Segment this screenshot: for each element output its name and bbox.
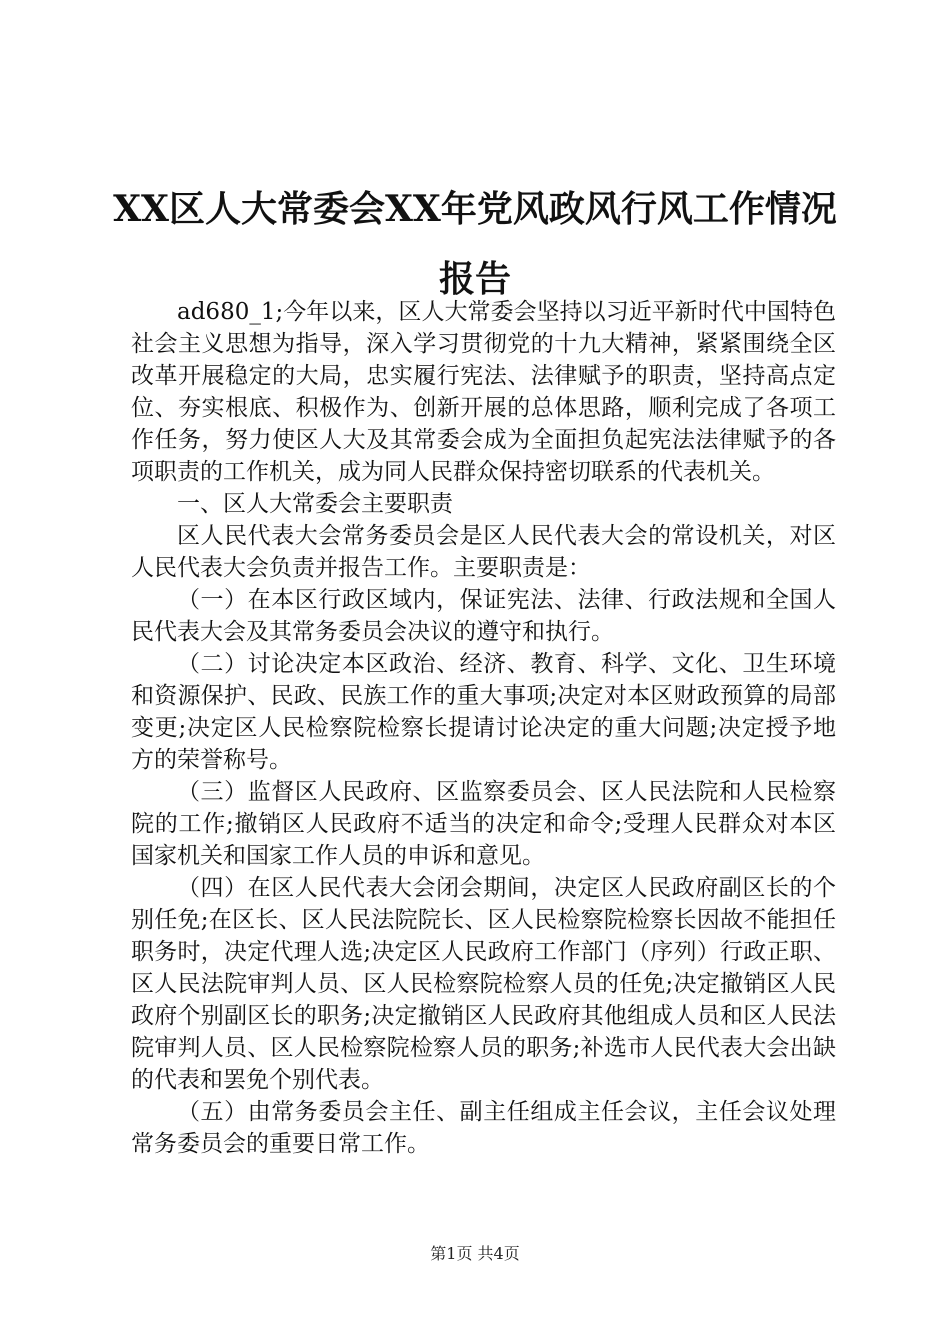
duty-item-2: （二）讨论决定本区政治、经济、教育、科学、文化、卫生环境和资源保护、民政、民族工作的重大事项;决定对本区财政预算的局部变更;决定区人民检察院检察长提请讨论决定的重大问题;决定授予地方的荣誉称号。 [131,651,836,773]
duty-item-4: （四）在区人民代表大会闭会期间，决定区人民政府副区长的个别任免;在区长、区人民法院院长、区人民检察院检察长因故不能担任职务时，决定代理人选;决定区人民政府工作部门（序列）行政正职、区人民法院审判人员、区人民检察院检察人员的任免;决定撤销区人民政府个别副区长的职务;决定撤销区人民政府其他组成人员和区人民法院审判人员、区人民检察院检察人员的职务;补选市人民代表大会出缺的代表和罢免个别代表。 [131,875,836,1093]
intro-paragraph: ad680_1;今年以来，区人大常委会坚持以习近平新时代中国特色社会主义思想为指导，深入学习贯彻党的十九大精神，紧紧围绕全区改革开展稳定的大局，忠实履行宪法、法律赋予的职责，坚持高点定位、夯实根底、积极作为、创新开展的总体思路，顺利完成了各项工作任务，努力使区人大及其常委会成为全面担负起宪法法律赋予的各项职责的工作机关，成为同人民群众保持密切联系的代表机关。 [131,299,836,485]
duty-item-1: （一）在本区行政区域内，保证宪法、法律、行政法规和全国人民代表大会及其常务委员会决议的遵守和执行。 [131,587,836,645]
section-heading: 一、区人大常委会主要职责 [177,491,453,517]
document-title: XX区人大常委会XX年党风政风行风工作情况报告 [113,188,837,300]
body-paragraph: 区人民代表大会常务委员会是区人民代表大会的常设机关，对区人民代表大会负责并报告工作。主要职责是： [131,523,836,581]
duty-item-3: （三）监督区人民政府、区监察委员会、区人民法院和人民检察院的工作;撤销区人民政府不适当的决定和命令;受理人民群众对本区国家机关和国家工作人员的申诉和意见。 [131,779,836,869]
document-body [131,296,836,1160]
duty-item-5: （五）由常务委员会主任、副主任组成主任会议，主任会议处理常务委员会的重要日常工作。 [131,1099,836,1157]
page-number-footer: 第1页 共4页 [430,1244,520,1263]
